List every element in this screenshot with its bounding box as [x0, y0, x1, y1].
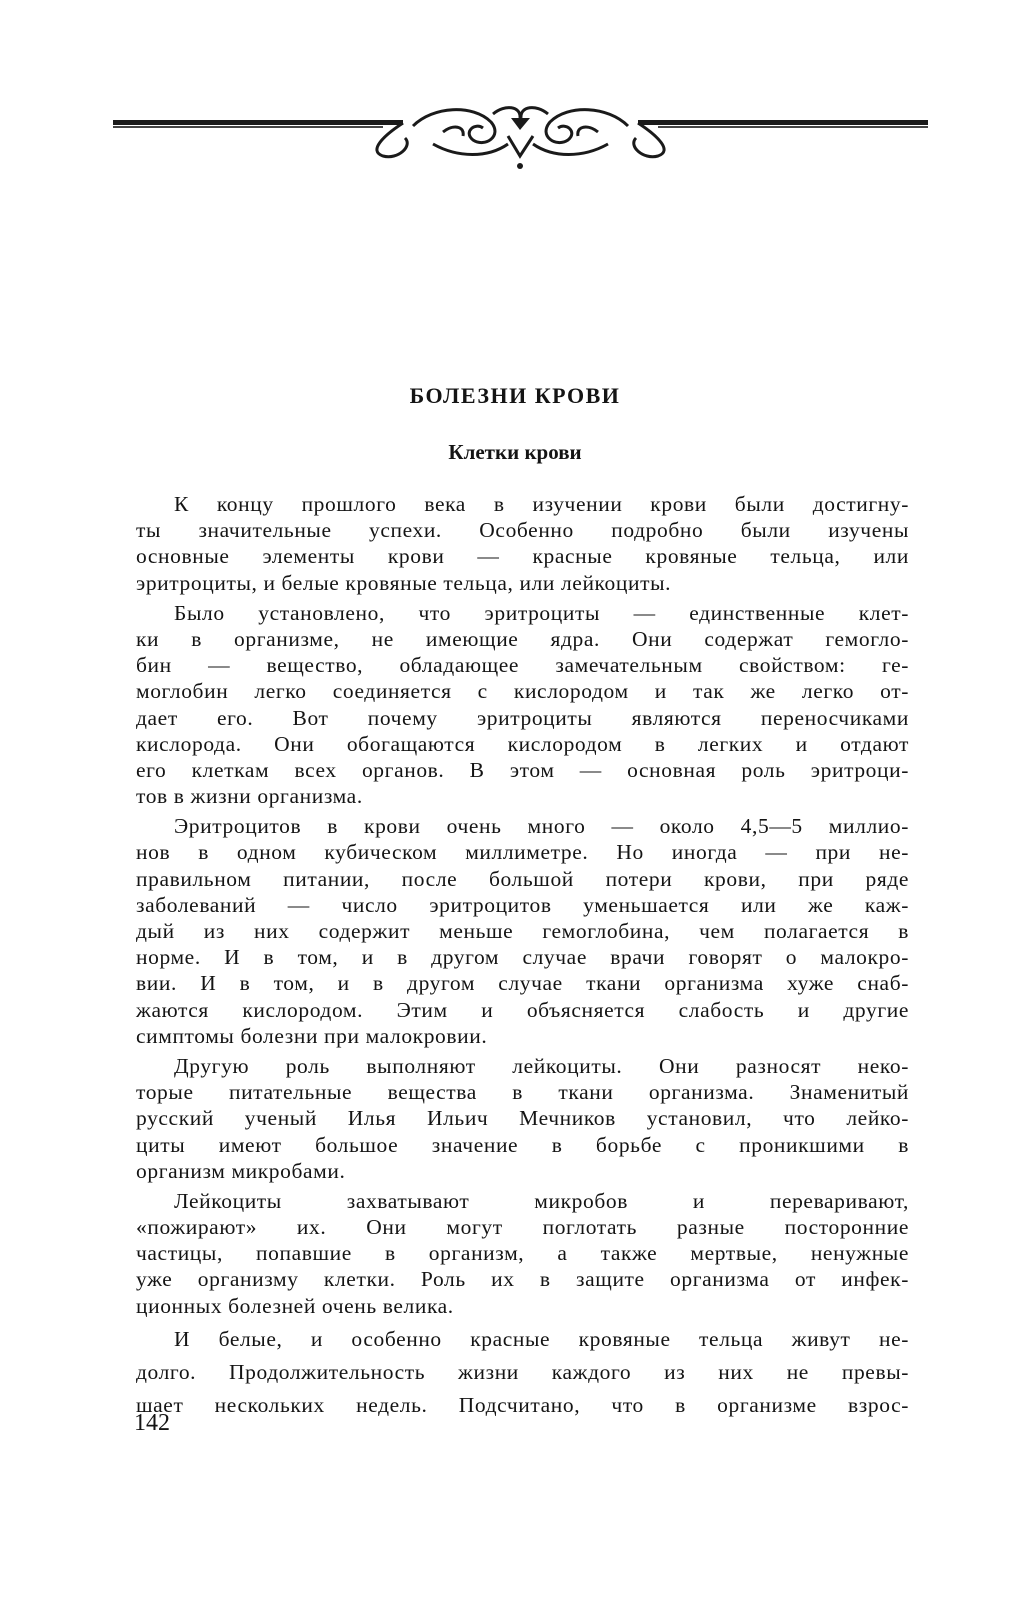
text-line: норме. И в том, и в другом случае врачи говорят о малокро-: [136, 945, 909, 970]
text-line: циты имеют большое значение в борьбе с проникшими в: [136, 1132, 909, 1157]
text-line: шает нескольких недель. Подсчитано, что в организме взрос-: [136, 1392, 909, 1417]
paragraph-2: [136, 600, 909, 810]
chapter-title: БОЛЕЗНИ КРОВИ: [409, 383, 621, 408]
text-line: И белые, и особенно красные кровяные тельца живут не-: [174, 1326, 909, 1351]
text-line: дает его. Вот почему эритроциты являются переносчиками: [136, 705, 909, 730]
text-line: ки в организме, не имеющие ядра. Они содержат гемогло-: [136, 626, 909, 651]
body-text: [136, 491, 909, 1426]
text-line: торые питательные вещества в ткани организма. Знаменитый: [136, 1080, 909, 1105]
text-line: бин — вещество, обладающее замечательным свойством: ге-: [136, 653, 909, 678]
text-line: ты значительные успехи. Особенно подробно были изучены: [136, 518, 909, 543]
page-number: 142: [134, 1410, 170, 1436]
text-line: правильном питании, после большой потери крови, при ряде: [136, 866, 909, 891]
text-line: русский ученый Илья Ильич Мечников установил, что лейко-: [136, 1106, 909, 1131]
section-title: Клетки крови: [448, 440, 582, 464]
text-line: К концу прошлого века в изучении крови были достигну-: [174, 492, 909, 516]
paragraph-5: [136, 1188, 909, 1319]
text-line: ционных болезней очень велика.: [136, 1293, 454, 1318]
text-line: вии. И в том, и в другом случае ткани организма хуже снаб-: [136, 971, 909, 996]
text-line: дый из них содержит меньше гемоглобина, чем полагается в: [136, 919, 909, 943]
text-line: Другую роль выполняют лейкоциты. Они разносят неко-: [174, 1053, 909, 1078]
text-line: моглобин легко соединяется с кислородом и так же легко от-: [136, 679, 909, 704]
text-line: эритроциты, и белые кровяные тельца, или лейкоциты.: [136, 570, 672, 595]
text-line: организм микробами.: [136, 1158, 346, 1183]
text-line: кислорода. Они обогащаются кислородом в легких и отдают: [136, 731, 909, 756]
text-line: Было установлено, что эритроциты — единственные клет-: [174, 600, 909, 625]
paragraph-3: [136, 813, 909, 1049]
text-line: «пожирают» их. Они могут поглотать разные посторонние: [136, 1215, 909, 1240]
text-line: симптомы болезни при малокровии.: [136, 1023, 488, 1048]
text-line: Эритроцитов в крови очень много — около 4,5—5 миллио-: [174, 814, 909, 839]
text-line: нов в одном кубическом миллиметре. Но иногда — при не-: [136, 840, 909, 865]
text-line: тов в жизни организма.: [136, 784, 363, 809]
paragraph-6: [136, 1323, 909, 1422]
text-line: его клеткам всех органов. В этом — основная роль эритроци-: [136, 757, 909, 782]
paragraph-4: [136, 1053, 909, 1184]
paragraph-1: [136, 491, 909, 596]
text-line: заболеваний — число эритроцитов уменьшается или же каж-: [136, 892, 909, 917]
text-line: долго. Продолжительность жизни каждого из них не превы-: [136, 1359, 909, 1384]
ornament-divider: [113, 96, 928, 182]
text-line: частицы, попавшие в организм, а также мертвые, ненужные: [136, 1241, 909, 1266]
text-line: Лейкоциты захватывают микробов и переваривают,: [174, 1188, 909, 1213]
text-line: основные элементы крови — красные кровяные тельца, или: [136, 544, 909, 569]
text-line: уже организму клетки. Роль их в защите организма от инфек-: [136, 1267, 909, 1292]
text-line: жаются кислородом. Этим и объясняется слабость и другие: [136, 997, 909, 1022]
